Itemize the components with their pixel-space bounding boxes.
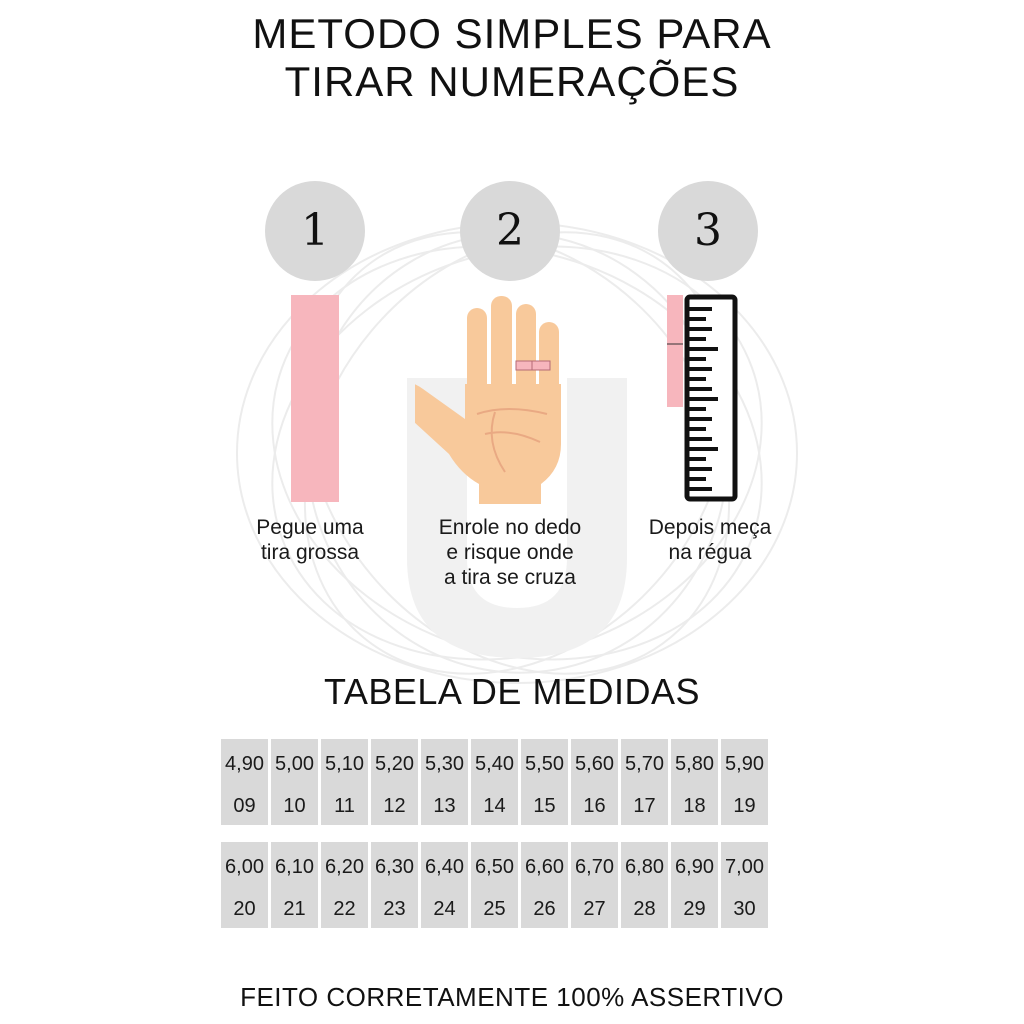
table-cell — [370, 738, 420, 827]
cell-size: 21 — [283, 898, 306, 920]
cell-size: 29 — [683, 898, 706, 920]
cell-measure: 6,40 — [425, 856, 464, 878]
caption-line: Pegue uma — [256, 516, 364, 539]
cell-size: 15 — [533, 795, 556, 817]
table-cell — [670, 841, 720, 930]
caption-line: a tira se cruza — [444, 566, 576, 589]
cell-measure: 6,20 — [325, 856, 364, 878]
cell-size: 24 — [433, 898, 456, 920]
cell-measure: 5,00 — [275, 753, 314, 775]
cell-size: 25 — [483, 898, 506, 920]
caption-line: e risque onde — [446, 541, 574, 564]
cell-size: 18 — [683, 795, 706, 817]
table-cell — [420, 841, 470, 930]
cell-size: 12 — [383, 795, 406, 817]
cell-measure: 5,20 — [375, 753, 414, 775]
table-cell — [620, 841, 670, 930]
cell-measure: 6,50 — [475, 856, 514, 878]
cell-size: 27 — [583, 898, 606, 920]
cell-size: 14 — [483, 795, 506, 817]
cell-size: 13 — [433, 795, 456, 817]
table-cell — [370, 841, 420, 930]
step-1-caption — [230, 515, 390, 565]
cell-measure: 5,90 — [725, 753, 764, 775]
page-title-line-1: METODO SIMPLES PARA — [252, 10, 772, 57]
cell-size: 09 — [233, 795, 256, 817]
table-cell — [570, 841, 620, 930]
hand-icon — [415, 294, 585, 504]
cell-measure: 5,40 — [475, 753, 514, 775]
cell-measure: 5,10 — [325, 753, 364, 775]
cell-size: 16 — [583, 795, 606, 817]
cell-measure: 7,00 — [725, 856, 764, 878]
cell-measure: 6,00 — [225, 856, 264, 878]
table-cell — [270, 841, 320, 930]
cell-measure: 6,90 — [675, 856, 714, 878]
cell-measure: 5,50 — [525, 753, 564, 775]
size-table-title: TABELA DE MEDIDAS — [324, 671, 700, 712]
step-1-number: 1 — [265, 181, 365, 281]
cell-size: 26 — [533, 898, 556, 920]
cell-size: 28 — [633, 898, 656, 920]
cell-measure: 5,70 — [625, 753, 664, 775]
step-3-number: 3 — [658, 181, 758, 281]
caption-line: Enrole no dedo — [438, 516, 582, 539]
step-2-caption — [420, 515, 600, 590]
page-title — [0, 10, 1024, 106]
cell-size: 30 — [733, 898, 756, 920]
table-cell — [320, 841, 370, 930]
cell-measure: 5,80 — [675, 753, 714, 775]
size-table-row-1 — [218, 736, 771, 828]
table-cell — [270, 738, 320, 827]
cell-measure: 6,70 — [575, 856, 614, 878]
table-cell — [520, 738, 570, 827]
table-cell — [470, 841, 520, 930]
ruler-icon — [662, 294, 742, 504]
cell-size: 23 — [383, 898, 406, 920]
table-cell — [520, 841, 570, 930]
cell-measure: 5,30 — [425, 753, 464, 775]
cell-size: 17 — [633, 795, 656, 817]
cell-measure: 5,60 — [575, 753, 614, 775]
cell-measure: 6,60 — [525, 856, 564, 878]
table-cell — [420, 738, 470, 827]
cell-size: 11 — [334, 795, 355, 817]
step-3-caption — [630, 515, 790, 565]
caption-line: na régua — [668, 541, 752, 564]
size-table-row-2 — [218, 839, 771, 931]
table-cell — [670, 738, 720, 827]
cell-size: 10 — [283, 795, 306, 817]
table-cell — [570, 738, 620, 827]
cell-measure: 6,80 — [625, 856, 664, 878]
table-cell — [220, 738, 270, 827]
cell-size: 20 — [233, 898, 256, 920]
table-cell — [720, 738, 770, 827]
cell-size: 22 — [333, 898, 356, 920]
step-2-number: 2 — [460, 181, 560, 281]
table-cell — [220, 841, 270, 930]
cell-measure: 6,30 — [375, 856, 414, 878]
caption-line: tira grossa — [260, 541, 360, 564]
table-cell — [470, 738, 520, 827]
footer-text: FEITO CORRETAMENTE 100% ASSERTIVO — [240, 982, 784, 1012]
page-title-line-2: TIRAR NUMERAÇÕES — [284, 58, 740, 105]
cell-measure: 4,90 — [225, 753, 264, 775]
paper-strip-icon — [291, 295, 339, 502]
table-cell — [720, 841, 770, 930]
table-cell — [620, 738, 670, 827]
cell-measure: 6,10 — [275, 856, 314, 878]
caption-line: Depois meça — [648, 516, 772, 539]
cell-size: 19 — [733, 795, 756, 817]
table-cell — [320, 738, 370, 827]
